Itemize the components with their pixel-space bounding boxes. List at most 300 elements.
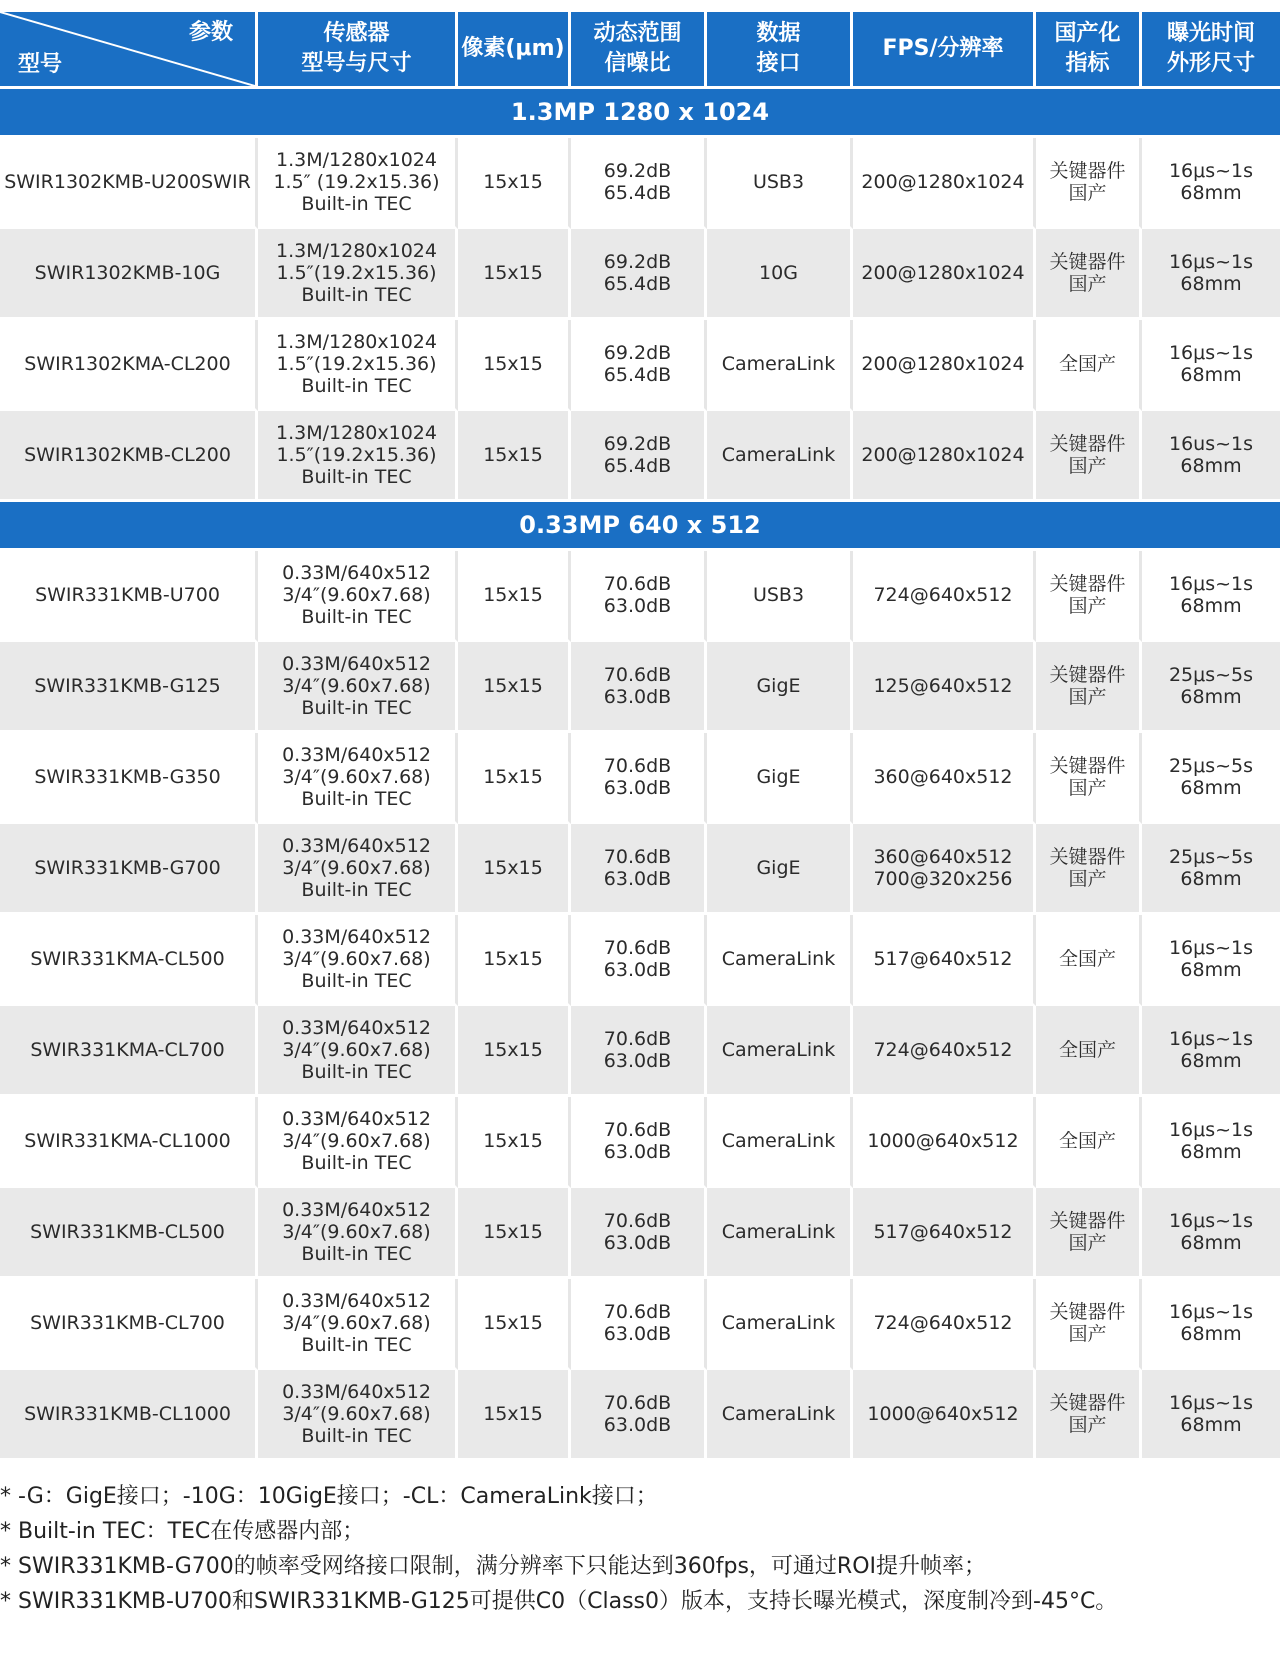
exposure-cell <box>1142 1188 1280 1279</box>
sensor-cell-line: 3/4″(9.60x7.68) <box>282 857 431 879</box>
table-row <box>0 1188 1280 1279</box>
sensor-cell <box>258 1188 458 1279</box>
table-row <box>0 138 1280 229</box>
sensor-cell-line: 1.3M/1280x1024 <box>276 422 437 444</box>
fps-cell-line: 517@640x512 <box>873 1221 1013 1243</box>
exposure-cell <box>1142 1279 1280 1370</box>
header-interface <box>707 12 853 89</box>
localization-cell-line: 国产 <box>1068 1232 1107 1254</box>
exposure-cell-line: 68mm <box>1180 1232 1242 1254</box>
header-sensor-line: 型号与尺寸 <box>301 51 412 76</box>
localization-cell <box>1036 1006 1142 1097</box>
model-cell-line: SWIR1302KMB-U200SWIR <box>4 171 251 193</box>
sensor-cell-line: 1.3M/1280x1024 <box>276 149 437 171</box>
exposure-cell-line: 68mm <box>1180 364 1242 386</box>
header-iface-line: 接口 <box>756 51 801 76</box>
group-header-row <box>0 502 1280 551</box>
exposure-cell <box>1142 642 1280 733</box>
dynamic-range-cell-line: 70.6dB <box>603 755 672 777</box>
fps-cell-line: 724@640x512 <box>873 1312 1013 1334</box>
header-model-label: 型号 <box>18 52 63 77</box>
model-cell <box>0 1006 258 1097</box>
sensor-cell-line: 0.33M/640x512 <box>282 926 431 948</box>
dynamic-range-cell-line: 70.6dB <box>603 664 672 686</box>
pixel-cell-line: 15x15 <box>483 171 543 193</box>
model-cell <box>0 138 258 229</box>
table-row <box>0 915 1280 1006</box>
sensor-cell <box>258 824 458 915</box>
exposure-cell-line: 16μs~1s <box>1168 1301 1254 1323</box>
localization-cell-line: 关键器件 <box>1049 433 1126 455</box>
footnotes <box>0 1461 1280 1619</box>
dynamic-range-cell-line: 70.6dB <box>603 1119 672 1141</box>
fps-cell <box>853 551 1036 642</box>
dynamic-range-cell <box>571 642 707 733</box>
exposure-cell-line: 68mm <box>1180 1141 1242 1163</box>
sensor-cell-line: Built-in TEC <box>301 1425 412 1447</box>
exposure-cell-line: 16us~1s <box>1168 433 1254 455</box>
exposure-cell <box>1142 733 1280 824</box>
header-fps: FPS/分辨率 <box>853 12 1036 89</box>
sensor-cell <box>258 1006 458 1097</box>
exposure-cell-line: 68mm <box>1180 1414 1242 1436</box>
sensor-cell <box>258 1097 458 1188</box>
sensor-cell-line: Built-in TEC <box>301 1243 412 1265</box>
fps-cell-line: 517@640x512 <box>873 948 1013 970</box>
model-cell-line: SWIR1302KMA-CL200 <box>24 353 231 375</box>
exposure-cell-line: 68mm <box>1180 1050 1242 1072</box>
localization-cell-line: 国产 <box>1068 455 1107 477</box>
sensor-cell-line: 3/4″(9.60x7.68) <box>282 1039 431 1061</box>
model-cell-line: SWIR331KMA-CL1000 <box>24 1130 231 1152</box>
sensor-cell-line: Built-in TEC <box>301 1061 412 1083</box>
sensor-cell-line: Built-in TEC <box>301 788 412 810</box>
exposure-cell <box>1142 138 1280 229</box>
localization-cell <box>1036 733 1142 824</box>
sensor-cell <box>258 411 458 502</box>
fps-cell <box>853 915 1036 1006</box>
sensor-cell-line: Built-in TEC <box>301 284 412 306</box>
table-row <box>0 733 1280 824</box>
sensor-cell-line: 1.3M/1280x1024 <box>276 331 437 353</box>
fps-cell <box>853 229 1036 320</box>
interface-cell <box>707 1097 853 1188</box>
localization-cell-line: 全国产 <box>1058 1130 1116 1152</box>
group-header-row <box>0 89 1280 138</box>
pixel-cell <box>458 551 571 642</box>
spec-sheet <box>0 12 1280 1619</box>
dynamic-range-cell-line: 65.4dB <box>603 273 672 295</box>
pixel-cell-line: 15x15 <box>483 675 543 697</box>
exposure-cell-line: 25μs~5s <box>1168 846 1254 868</box>
pixel-cell <box>458 411 571 502</box>
localization-cell-line: 国产 <box>1068 182 1107 204</box>
dynamic-range-cell <box>571 1279 707 1370</box>
interface-cell-line: USB3 <box>752 584 805 606</box>
pixel-cell <box>458 1370 571 1461</box>
interface-cell-line: CameraLink <box>721 1403 836 1425</box>
model-cell-line: SWIR331KMB-G350 <box>34 766 221 788</box>
exposure-cell-line: 16μs~1s <box>1168 1028 1254 1050</box>
pixel-cell-line: 15x15 <box>483 1039 543 1061</box>
exposure-cell-line: 68mm <box>1180 455 1242 477</box>
exposure-cell <box>1142 229 1280 320</box>
sensor-cell-line: Built-in TEC <box>301 193 412 215</box>
localization-cell-line: 全国产 <box>1058 353 1116 375</box>
model-cell-line: SWIR331KMA-CL500 <box>30 948 225 970</box>
header-exposure <box>1142 12 1280 89</box>
pixel-cell-line: 15x15 <box>483 1221 543 1243</box>
interface-cell <box>707 642 853 733</box>
fps-cell-line: 200@1280x1024 <box>861 353 1025 375</box>
sensor-cell-line: 3/4″(9.60x7.68) <box>282 1403 431 1425</box>
localization-cell-line: 国产 <box>1068 777 1107 799</box>
localization-cell <box>1036 915 1142 1006</box>
model-cell <box>0 1097 258 1188</box>
fps-cell-line: 360@640x512 <box>873 766 1013 788</box>
exposure-cell <box>1142 551 1280 642</box>
localization-cell <box>1036 1097 1142 1188</box>
fps-cell-line: 1000@640x512 <box>867 1130 1019 1152</box>
pixel-cell <box>458 1006 571 1097</box>
dynamic-range-cell-line: 69.2dB <box>603 160 672 182</box>
interface-cell <box>707 824 853 915</box>
interface-cell <box>707 1188 853 1279</box>
localization-cell-line: 关键器件 <box>1049 1392 1126 1414</box>
pixel-cell-line: 15x15 <box>483 353 543 375</box>
dynamic-range-cell <box>571 1006 707 1097</box>
localization-cell <box>1036 138 1142 229</box>
sensor-cell-line: 3/4″(9.60x7.68) <box>282 1312 431 1334</box>
exposure-cell <box>1142 824 1280 915</box>
header-local-line: 指标 <box>1065 51 1110 76</box>
sensor-cell-line: Built-in TEC <box>301 1334 412 1356</box>
interface-cell <box>707 915 853 1006</box>
sensor-cell-line: Built-in TEC <box>301 697 412 719</box>
interface-cell <box>707 411 853 502</box>
model-cell-line: SWIR331KMA-CL700 <box>30 1039 225 1061</box>
pixel-cell <box>458 1188 571 1279</box>
localization-cell-line: 关键器件 <box>1049 1210 1126 1232</box>
interface-cell-line: CameraLink <box>721 353 836 375</box>
model-cell <box>0 642 258 733</box>
exposure-cell-line: 25μs~5s <box>1168 664 1254 686</box>
exposure-cell-line: 68mm <box>1180 1323 1242 1345</box>
model-cell <box>0 824 258 915</box>
fps-cell <box>853 733 1036 824</box>
sensor-cell <box>258 642 458 733</box>
localization-cell-line: 国产 <box>1068 273 1107 295</box>
dynamic-range-cell <box>571 915 707 1006</box>
localization-cell <box>1036 642 1142 733</box>
fps-cell-line: 200@1280x1024 <box>861 444 1025 466</box>
fps-cell <box>853 411 1036 502</box>
exposure-cell <box>1142 1370 1280 1461</box>
localization-cell <box>1036 824 1142 915</box>
fps-cell-line: 200@1280x1024 <box>861 262 1025 284</box>
model-cell <box>0 733 258 824</box>
interface-cell <box>707 320 853 411</box>
interface-cell-line: USB3 <box>752 171 805 193</box>
dynamic-range-cell-line: 65.4dB <box>603 364 672 386</box>
pixel-cell <box>458 824 571 915</box>
pixel-cell <box>458 1279 571 1370</box>
footnote: * Built-in TEC：TEC在传感器内部； <box>0 1519 365 1544</box>
sensor-cell <box>258 1279 458 1370</box>
pixel-cell-line: 15x15 <box>483 1403 543 1425</box>
fps-cell-line: 200@1280x1024 <box>861 171 1025 193</box>
header-param-label: 参数 <box>188 20 233 45</box>
interface-cell <box>707 1370 853 1461</box>
exposure-cell-line: 16μs~1s <box>1168 160 1254 182</box>
dynamic-range-cell-line: 70.6dB <box>603 1392 672 1414</box>
table-row <box>0 1006 1280 1097</box>
model-cell <box>0 1188 258 1279</box>
fps-cell <box>853 642 1036 733</box>
header-sensor <box>258 12 458 89</box>
exposure-cell-line: 68mm <box>1180 595 1242 617</box>
dynamic-range-cell-line: 63.0dB <box>603 1232 672 1254</box>
fps-cell <box>853 824 1036 915</box>
localization-cell-line: 国产 <box>1068 1414 1107 1436</box>
model-cell-line: SWIR331KMB-G125 <box>34 675 221 697</box>
pixel-cell <box>458 915 571 1006</box>
localization-cell-line: 全国产 <box>1058 948 1116 970</box>
dynamic-range-cell-line: 69.2dB <box>603 433 672 455</box>
exposure-cell-line: 25μs~5s <box>1168 755 1254 777</box>
dynamic-range-cell-line: 63.0dB <box>603 595 672 617</box>
header-sensor-line: 传感器 <box>323 21 390 46</box>
sensor-cell-line: 0.33M/640x512 <box>282 744 431 766</box>
fps-cell-line: 360@640x512 <box>873 846 1013 868</box>
fps-cell-line: 1000@640x512 <box>867 1403 1019 1425</box>
localization-cell-line: 关键器件 <box>1049 755 1126 777</box>
exposure-cell <box>1142 411 1280 502</box>
group-title: 0.33MP 640 x 512 <box>0 502 1280 551</box>
pixel-cell-line: 15x15 <box>483 262 543 284</box>
header-iface-line: 数据 <box>756 21 801 46</box>
table-row <box>0 1279 1280 1370</box>
interface-cell-line: CameraLink <box>721 1221 836 1243</box>
sensor-cell-line: 3/4″(9.60x7.68) <box>282 1130 431 1152</box>
exposure-cell <box>1142 915 1280 1006</box>
header-dr-line: 动态范围 <box>593 21 682 46</box>
header-dynamic-range <box>571 12 707 89</box>
interface-cell <box>707 229 853 320</box>
fps-cell <box>853 1279 1036 1370</box>
table-row <box>0 411 1280 502</box>
interface-cell <box>707 1006 853 1097</box>
exposure-cell-line: 68mm <box>1180 273 1242 295</box>
dynamic-range-cell-line: 70.6dB <box>603 937 672 959</box>
sensor-cell-line: 1.5″ (19.2x15.36) <box>273 171 440 193</box>
dynamic-range-cell-line: 65.4dB <box>603 455 672 477</box>
dynamic-range-cell-line: 63.0dB <box>603 777 672 799</box>
exposure-cell-line: 68mm <box>1180 777 1242 799</box>
footnote: * SWIR331KMB-U700和SWIR331KMB-G125可提供C0（Class0）版本，支持长曝光模式，深度制冷到-45°C。 <box>0 1589 1118 1614</box>
interface-cell-line: 10G <box>759 262 798 284</box>
exposure-cell-line: 16μs~1s <box>1168 573 1254 595</box>
model-cell-line: SWIR331KMB-G700 <box>34 857 221 879</box>
dynamic-range-cell-line: 70.6dB <box>603 1210 672 1232</box>
fps-cell-line: 724@640x512 <box>873 584 1013 606</box>
dynamic-range-cell-line: 70.6dB <box>603 1301 672 1323</box>
localization-cell-line: 国产 <box>1068 868 1107 890</box>
dynamic-range-cell-line: 63.0dB <box>603 1050 672 1072</box>
fps-cell <box>853 1097 1036 1188</box>
exposure-cell-line: 68mm <box>1180 182 1242 204</box>
header-local-line: 国产化 <box>1054 21 1121 46</box>
pixel-cell-line: 15x15 <box>483 1130 543 1152</box>
dynamic-range-cell-line: 70.6dB <box>603 1028 672 1050</box>
sensor-cell <box>258 1370 458 1461</box>
exposure-cell-line: 16μs~1s <box>1168 251 1254 273</box>
dynamic-range-cell-line: 63.0dB <box>603 1323 672 1345</box>
fps-cell-line: 724@640x512 <box>873 1039 1013 1061</box>
model-cell <box>0 320 258 411</box>
exposure-cell-line: 16μs~1s <box>1168 937 1254 959</box>
interface-cell <box>707 1279 853 1370</box>
sensor-cell-line: Built-in TEC <box>301 879 412 901</box>
sensor-cell-line: 0.33M/640x512 <box>282 653 431 675</box>
sensor-cell-line: 3/4″(9.60x7.68) <box>282 766 431 788</box>
model-cell <box>0 915 258 1006</box>
footnote: * SWIR331KMB-G700的帧率受网络接口限制，满分辨率下只能达到360fps，可通过ROI提升帧率； <box>0 1554 987 1579</box>
sensor-cell-line: 0.33M/640x512 <box>282 835 431 857</box>
exposure-cell-line: 16μs~1s <box>1168 1392 1254 1414</box>
pixel-cell <box>458 320 571 411</box>
dynamic-range-cell <box>571 1370 707 1461</box>
sensor-cell-line: 1.5″(19.2x15.36) <box>276 262 437 284</box>
sensor-cell-line: 0.33M/640x512 <box>282 1381 431 1403</box>
model-cell-line: SWIR1302KMB-CL200 <box>24 444 231 466</box>
sensor-cell-line: Built-in TEC <box>301 606 412 628</box>
dynamic-range-cell <box>571 551 707 642</box>
model-cell-line: SWIR331KMB-U700 <box>35 584 220 606</box>
dynamic-range-cell <box>571 320 707 411</box>
fps-cell <box>853 320 1036 411</box>
sensor-cell-line: 0.33M/640x512 <box>282 1017 431 1039</box>
pixel-cell <box>458 229 571 320</box>
table-header <box>0 12 1280 89</box>
header-exp-line: 外形尺寸 <box>1166 51 1255 76</box>
pixel-cell-line: 15x15 <box>483 1312 543 1334</box>
localization-cell <box>1036 229 1142 320</box>
pixel-cell-line: 15x15 <box>483 766 543 788</box>
interface-cell <box>707 138 853 229</box>
dynamic-range-cell-line: 65.4dB <box>603 182 672 204</box>
sensor-cell-line: 1.5″(19.2x15.36) <box>276 353 437 375</box>
table-body <box>0 89 1280 1461</box>
fps-cell-line: 700@320x256 <box>873 868 1013 890</box>
exposure-cell-line: 16μs~1s <box>1168 1210 1254 1232</box>
dynamic-range-cell <box>571 1188 707 1279</box>
sensor-cell-line: Built-in TEC <box>301 970 412 992</box>
header-dr-line: 信噪比 <box>604 51 671 76</box>
localization-cell-line: 关键器件 <box>1049 664 1126 686</box>
model-cell <box>0 1279 258 1370</box>
dynamic-range-cell <box>571 733 707 824</box>
footnote: * -G：GigE接口；-10G：10GigE接口；-CL：CameraLink接口； <box>0 1484 658 1509</box>
exposure-cell-line: 16μs~1s <box>1168 342 1254 364</box>
model-cell <box>0 551 258 642</box>
header-pixel: 像素(μm) <box>458 12 571 89</box>
group-title: 1.3MP 1280 x 1024 <box>0 89 1280 138</box>
sensor-cell-line: Built-in TEC <box>301 1152 412 1174</box>
exposure-cell-line: 68mm <box>1180 959 1242 981</box>
sensor-cell-line: 0.33M/640x512 <box>282 562 431 584</box>
sensor-cell-line: 1.5″(19.2x15.36) <box>276 444 437 466</box>
exposure-cell <box>1142 320 1280 411</box>
pixel-cell-line: 15x15 <box>483 584 543 606</box>
pixel-cell <box>458 1097 571 1188</box>
dynamic-range-cell-line: 63.0dB <box>603 959 672 981</box>
fps-cell <box>853 1188 1036 1279</box>
sensor-cell <box>258 229 458 320</box>
header-model-param <box>0 12 258 89</box>
localization-cell-line: 关键器件 <box>1049 251 1126 273</box>
sensor-cell-line: 0.33M/640x512 <box>282 1108 431 1130</box>
pixel-cell-line: 15x15 <box>483 948 543 970</box>
sensor-cell-line: 3/4″(9.60x7.68) <box>282 584 431 606</box>
fps-cell <box>853 138 1036 229</box>
sensor-cell <box>258 551 458 642</box>
interface-cell-line: CameraLink <box>721 1130 836 1152</box>
dynamic-range-cell-line: 63.0dB <box>603 686 672 708</box>
dynamic-range-cell <box>571 1097 707 1188</box>
interface-cell-line: CameraLink <box>721 948 836 970</box>
table-row <box>0 1370 1280 1461</box>
model-cell-line: SWIR331KMB-CL700 <box>30 1312 225 1334</box>
localization-cell <box>1036 551 1142 642</box>
sensor-cell-line: 0.33M/640x512 <box>282 1199 431 1221</box>
model-cell <box>0 1370 258 1461</box>
sensor-cell-line: 3/4″(9.60x7.68) <box>282 675 431 697</box>
interface-cell-line: CameraLink <box>721 444 836 466</box>
exposure-cell-line: 68mm <box>1180 868 1242 890</box>
dynamic-range-cell-line: 70.6dB <box>603 846 672 868</box>
sensor-cell <box>258 138 458 229</box>
pixel-cell-line: 15x15 <box>483 444 543 466</box>
header-exp-line: 曝光时间 <box>1166 21 1255 46</box>
localization-cell <box>1036 1188 1142 1279</box>
table-row <box>0 642 1280 733</box>
exposure-cell-line: 16μs~1s <box>1168 1119 1254 1141</box>
table-row <box>0 229 1280 320</box>
table-row <box>0 551 1280 642</box>
exposure-cell-line: 68mm <box>1180 686 1242 708</box>
interface-cell <box>707 551 853 642</box>
interface-cell-line: GigE <box>756 857 801 879</box>
model-cell <box>0 229 258 320</box>
header-localization <box>1036 12 1142 89</box>
table-row <box>0 824 1280 915</box>
sensor-cell <box>258 733 458 824</box>
localization-cell <box>1036 1370 1142 1461</box>
pixel-cell-line: 15x15 <box>483 857 543 879</box>
localization-cell-line: 关键器件 <box>1049 846 1126 868</box>
localization-cell <box>1036 411 1142 502</box>
localization-cell-line: 国产 <box>1068 686 1107 708</box>
interface-cell-line: GigE <box>756 675 801 697</box>
localization-cell-line: 全国产 <box>1058 1039 1116 1061</box>
exposure-cell <box>1142 1006 1280 1097</box>
localization-cell-line: 国产 <box>1068 1323 1107 1345</box>
model-cell <box>0 411 258 502</box>
dynamic-range-cell-line: 63.0dB <box>603 1141 672 1163</box>
localization-cell-line: 关键器件 <box>1049 573 1126 595</box>
localization-cell-line: 关键器件 <box>1049 160 1126 182</box>
